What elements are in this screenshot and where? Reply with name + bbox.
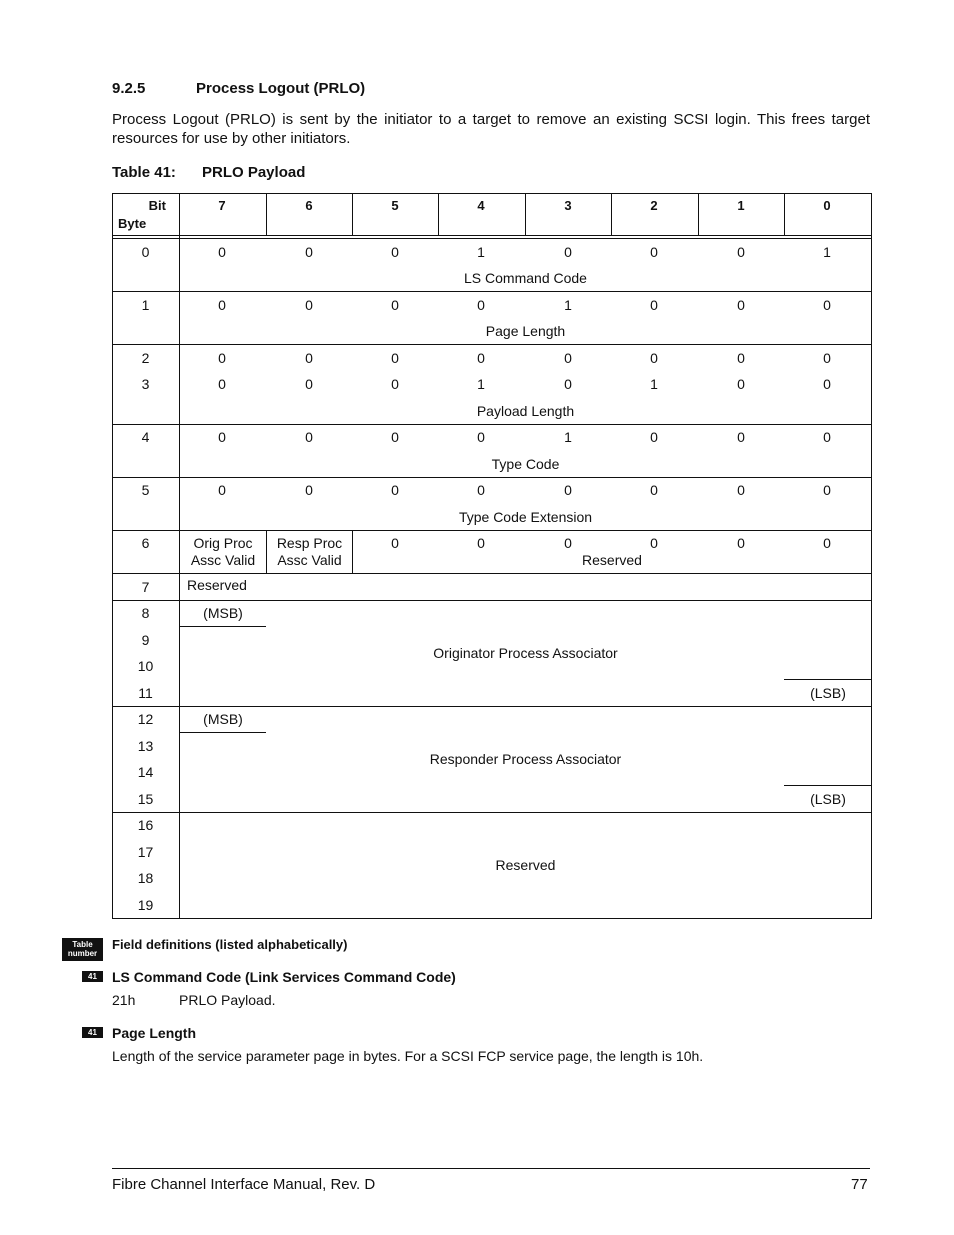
table-ref-tag: 41 <box>82 971 103 982</box>
byte-label: 19 <box>137 897 154 913</box>
bit-cell: 0 <box>391 244 399 260</box>
byte-label: 17 <box>137 844 154 860</box>
bit-cell: 1 <box>564 297 572 313</box>
bit-cell: 0 <box>737 297 745 313</box>
bit-cell: 0 <box>564 350 572 366</box>
byte-label: 13 <box>137 738 154 754</box>
bit-cell: 0 <box>218 350 226 366</box>
bit-cell: 0 <box>391 482 399 498</box>
bit-header: Bit <box>148 198 166 213</box>
bit-cell: 0 <box>737 244 745 260</box>
bit-cell: 0 <box>564 535 572 551</box>
bit-cell: 0 <box>650 350 658 366</box>
byte-label: 0 <box>141 244 150 260</box>
byte-label: 1 <box>141 297 150 313</box>
table-label: Table 41: <box>112 164 176 181</box>
bit-cell: 0 <box>391 429 399 445</box>
bit-cell: 1 <box>564 429 572 445</box>
bit-cell: 1 <box>477 244 485 260</box>
byte-label: 3 <box>141 376 150 392</box>
bit-cell: 0 <box>218 244 226 260</box>
table-title: PRLO Payload <box>202 164 306 181</box>
field-reserved-bytes-16-19: Reserved <box>495 857 556 873</box>
byte-label: 15 <box>137 791 154 807</box>
byte-label: 14 <box>137 764 154 780</box>
byte-label: 18 <box>137 870 154 886</box>
field-ls-command-code: LS Command Code <box>464 270 587 286</box>
bit-cell: 0 <box>737 376 745 392</box>
byte-label: 9 <box>141 632 150 648</box>
intro-paragraph: Process Logout (PRLO) is sent by the initiator to a target to remove an existing SCSI login. This frees target resources for use by other initiators. <box>112 111 870 147</box>
field-orig-proc-line2: Assc Valid <box>190 552 256 568</box>
bit-cell: 0 <box>391 535 399 551</box>
bit-cell: 0 <box>305 350 313 366</box>
field-originator-process-associator: Originator Process Associator <box>433 645 618 661</box>
bit-cell: 0 <box>823 350 831 366</box>
field-responder-process-associator: Responder Process Associator <box>429 751 622 767</box>
bit-cell: 0 <box>391 376 399 392</box>
bit-cell: 0 <box>737 482 745 498</box>
table-ref-tag: 41 <box>82 1027 103 1038</box>
bit-cell: 1 <box>477 376 485 392</box>
field-payload-length: Payload Length <box>476 403 575 419</box>
bit-cell: 0 <box>564 244 572 260</box>
bit-cell: 0 <box>218 297 226 313</box>
field-page-length: Page Length <box>485 323 566 339</box>
bit-cell: 0 <box>477 482 485 498</box>
byte-label: 2 <box>141 350 150 366</box>
responder-msb: (MSB) <box>203 711 243 727</box>
byte-label: 10 <box>137 658 154 674</box>
bit-cell: 0 <box>477 350 485 366</box>
bit-header-6: 6 <box>305 198 313 213</box>
bit-cell: 0 <box>477 429 485 445</box>
bit-cell: 0 <box>823 376 831 392</box>
bit-header-0: 0 <box>823 198 831 213</box>
field-reserved-byte6: Reserved <box>582 552 642 568</box>
bit-cell: 0 <box>564 482 572 498</box>
bit-cell: 0 <box>391 350 399 366</box>
byte-label: 6 <box>141 535 150 551</box>
bit-cell: 0 <box>650 297 658 313</box>
bit-cell: 0 <box>737 429 745 445</box>
bit-cell: 0 <box>564 376 572 392</box>
bit-header-3: 3 <box>564 198 572 213</box>
def-title-page-length: Page Length <box>112 1025 197 1041</box>
footer-rule <box>112 1168 870 1169</box>
bit-cell: 0 <box>650 482 658 498</box>
byte-header: Byte <box>118 216 147 231</box>
bit-header-4: 4 <box>477 198 485 213</box>
prlo-payload-table <box>112 193 872 919</box>
bit-cell: 0 <box>650 535 658 551</box>
field-reserved-byte7: Reserved <box>187 577 247 593</box>
bit-cell: 0 <box>218 376 226 392</box>
bit-cell: 0 <box>737 350 745 366</box>
responder-lsb: (LSB) <box>810 791 846 807</box>
bit-cell: 0 <box>218 429 226 445</box>
bit-cell: 0 <box>218 482 226 498</box>
table-number-tag: Table number <box>62 938 103 961</box>
bit-header-7: 7 <box>218 198 226 213</box>
originator-lsb: (LSB) <box>810 685 846 701</box>
byte-label: 4 <box>141 429 150 445</box>
field-resp-proc-line2: Assc Valid <box>277 552 342 568</box>
bit-header-5: 5 <box>391 198 399 213</box>
originator-msb: (MSB) <box>203 605 243 621</box>
bit-cell: 1 <box>650 376 658 392</box>
section-number: 9.2.5 <box>112 80 146 97</box>
bit-cell: 0 <box>305 297 313 313</box>
def-desc-ls-command-code: PRLO Payload. <box>179 992 276 1008</box>
bit-cell: 0 <box>823 482 831 498</box>
def-desc-page-length: Length of the service parameter page in bytes. For a SCSI FCP service page, the length is 10h. <box>112 1048 704 1064</box>
bit-cell: 0 <box>650 429 658 445</box>
bit-header-1: 1 <box>737 198 745 213</box>
def-title-ls-command-code: LS Command Code (Link Services Command Code) <box>112 969 456 985</box>
bit-cell: 0 <box>823 297 831 313</box>
footer-title: Fibre Channel Interface Manual, Rev. D <box>112 1176 376 1193</box>
byte-label: 5 <box>141 482 150 498</box>
def-value-21h: 21h <box>112 992 136 1008</box>
bit-cell: 0 <box>391 297 399 313</box>
field-orig-proc-line1: Orig Proc <box>193 535 253 551</box>
bit-cell: 0 <box>305 244 313 260</box>
bit-cell: 0 <box>823 535 831 551</box>
bit-cell: 0 <box>477 535 485 551</box>
section-title: Process Logout (PRLO) <box>196 80 366 97</box>
field-type-code-extension: Type Code Extension <box>458 509 593 525</box>
field-definitions-heading: Field definitions (listed alphabetically) <box>112 937 348 952</box>
byte-label: 7 <box>141 579 150 595</box>
bit-cell: 0 <box>823 429 831 445</box>
bit-header-2: 2 <box>650 198 658 213</box>
bit-cell: 0 <box>305 429 313 445</box>
byte-label: 8 <box>141 605 150 621</box>
bit-cell: 0 <box>305 376 313 392</box>
field-resp-proc-line1: Resp Proc <box>276 535 343 551</box>
bit-cell: 1 <box>823 244 831 260</box>
field-type-code: Type Code <box>491 456 560 472</box>
bit-cell: 0 <box>650 244 658 260</box>
byte-label: 16 <box>137 817 154 833</box>
byte-label: 11 <box>138 685 153 701</box>
byte-label: 12 <box>137 711 154 727</box>
bit-cell: 0 <box>305 482 313 498</box>
bit-cell: 0 <box>477 297 485 313</box>
page-number: 77 <box>851 1176 868 1193</box>
bit-cell: 0 <box>737 535 745 551</box>
